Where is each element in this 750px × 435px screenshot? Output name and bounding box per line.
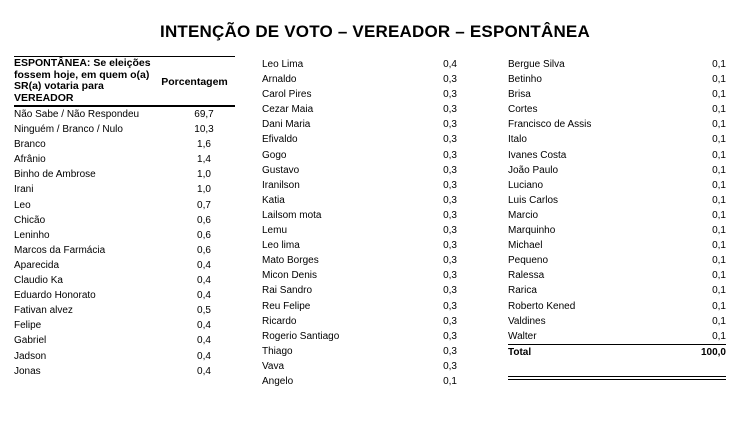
table-header [14,56,235,107]
table-row [508,193,726,208]
candidate-name: Fativan alvez [14,305,73,317]
candidate-percent: 0,1 [712,209,726,221]
candidate-percent: 0,6 [197,229,211,241]
table-row [262,148,457,163]
candidate-percent: 0,4 [197,350,211,362]
candidate-percent: 1,0 [197,184,211,196]
table-row [262,374,457,389]
table-row [262,132,457,147]
column-3-rows [508,57,726,344]
candidate-name: Valdines [508,315,546,327]
candidate-percent: 0,3 [443,74,457,86]
candidate-percent: 0,3 [443,300,457,312]
candidate-name: Italo [508,134,527,146]
candidate-name: Efivaldo [262,134,298,146]
candidate-percent: 0,3 [443,315,457,327]
candidate-percent: 0,3 [443,104,457,116]
candidate-name: Leo lima [262,240,300,252]
candidate-name: Irani [14,184,34,196]
candidate-name: Ninguém / Branco / Nulo [14,124,123,136]
candidate-name: Carol Pires [262,89,312,101]
bottom-rule [508,379,726,380]
table-row [262,208,457,223]
candidate-name: Rogerio Santiago [262,330,340,342]
candidate-percent: 0,3 [443,225,457,237]
candidate-percent: 0,4 [443,59,457,70]
candidate-percent: 0,4 [197,320,211,332]
candidate-percent: 0,1 [712,330,726,342]
candidate-name: Betinho [508,74,542,86]
table-row [14,243,235,258]
candidate-percent: 1,4 [197,154,211,166]
candidate-name: Gabriel [14,335,47,347]
candidate-name: Afrânio [14,154,46,166]
bottom-rule [508,376,726,377]
candidate-name: Jadson [14,350,47,362]
candidate-name: Katia [262,194,285,206]
candidate-percent: 0,1 [712,119,726,131]
table-row [508,87,726,102]
total-value: 100,0 [700,346,726,358]
table-row [508,132,726,147]
candidate-name: Eduardo Honorato [14,290,96,302]
candidate-name: Não Sabe / Não Respondeu [14,109,140,120]
table-row [14,137,235,152]
candidate-name: Brisa [508,89,531,101]
candidate-percent: 0,4 [197,335,211,347]
column-2-rows [262,57,457,389]
total-row [508,344,726,360]
candidate-name: Leninho [14,229,50,241]
candidate-name: Pequeno [508,255,549,267]
candidate-name: Binho de Ambrose [14,169,96,181]
table-row [262,223,457,238]
table-row [262,268,457,283]
candidate-percent: 0,1 [712,59,726,70]
table-row [508,283,726,298]
candidate-name: Micon Denis [262,270,318,282]
candidate-percent: 0,3 [443,345,457,357]
candidate-percent: 0,1 [712,240,726,252]
candidate-percent: 0,3 [443,134,457,146]
candidate-percent: 69,7 [194,109,214,120]
candidate-name: Ricardo [262,315,297,327]
candidate-name: Cortes [508,104,538,116]
table-row [262,238,457,253]
candidate-name: Marquinho [508,225,556,237]
table-row [14,152,235,167]
candidate-name: Roberto Kened [508,300,576,312]
table-row [14,318,235,333]
candidate-percent: 0,1 [712,89,726,101]
table-row [14,107,235,122]
table-row [508,238,726,253]
table-row [262,163,457,178]
candidate-percent: 0,1 [712,74,726,86]
candidate-percent: 0,1 [712,164,726,176]
table-row [508,72,726,87]
table-row [262,57,457,72]
table-row [262,117,457,132]
candidate-name: Michael [508,240,543,252]
table-row [262,283,457,298]
table-row [508,329,726,344]
candidate-percent: 0,3 [443,164,457,176]
candidate-name: Francisco de Assis [508,119,592,131]
candidate-percent: 0,3 [443,285,457,297]
candidate-name: Iranilson [262,179,300,191]
candidate-name: Jonas [14,365,41,377]
candidate-name: Reu Felipe [262,300,311,312]
candidate-percent: 0,3 [443,194,457,206]
table-row [508,314,726,329]
candidate-name: Lailsom mota [262,209,322,221]
candidate-name: Claudio Ka [14,275,63,287]
candidate-name: Luciano [508,179,544,191]
table-row [14,228,235,243]
candidate-percent: 0,1 [712,225,726,237]
candidate-name: Leo Lima [262,59,304,70]
candidate-percent: 0,1 [712,285,726,297]
candidate-name: João Paulo [508,164,559,176]
candidate-percent: 0,1 [712,300,726,312]
candidate-name: Ivanes Costa [508,149,567,161]
candidate-percent: 0,3 [443,360,457,372]
table-row [262,344,457,359]
candidate-percent: 0,1 [712,149,726,161]
candidate-percent: 0,3 [443,149,457,161]
candidate-percent: 0,1 [443,375,457,387]
candidate-name: Gogo [262,149,287,161]
candidate-percent: 0,4 [197,365,211,377]
total-label: Total [508,346,532,358]
table-row [262,72,457,87]
candidate-name: Rarica [508,285,537,297]
candidate-percent: 0,3 [443,240,457,252]
table-row [262,87,457,102]
table-row [508,163,726,178]
table-row [14,122,235,137]
candidate-name: Cezar Maia [262,104,314,116]
table-row [262,178,457,193]
table-row [508,178,726,193]
table-row [14,364,235,379]
table-row [508,253,726,268]
candidate-percent: 0,1 [712,134,726,146]
candidate-name: Vava [262,360,285,372]
table-row [14,288,235,303]
candidate-percent: 0,1 [712,194,726,206]
candidate-percent: 0,7 [197,199,211,211]
table-row [262,314,457,329]
results-column-1 [14,56,235,379]
table-row [508,299,726,314]
candidate-name: Felipe [14,320,42,332]
candidate-name: Chicão [14,214,46,226]
candidate-percent: 0,3 [443,255,457,267]
table-row [262,329,457,344]
candidate-percent: 0,1 [712,104,726,116]
table-row [508,57,726,72]
candidate-name: Mato Borges [262,255,319,267]
table-row [14,349,235,364]
table-row [262,359,457,374]
table-row [262,253,457,268]
candidate-name: Ralessa [508,270,545,282]
candidate-name: Gustavo [262,164,300,176]
percent-header: Porcentagem [161,76,228,88]
candidate-name: Bergue Silva [508,59,565,70]
candidate-percent: 0,1 [712,179,726,191]
candidate-percent: 10,3 [194,124,214,136]
table-row [14,213,235,228]
table-row [508,268,726,283]
candidate-name: Dani Maria [262,119,311,131]
candidate-percent: 0,6 [197,214,211,226]
candidate-percent: 0,4 [197,259,211,271]
candidate-name: Branco [14,139,46,151]
table-row [262,102,457,117]
candidate-percent: 0,4 [197,275,211,287]
candidate-percent: 0,3 [443,179,457,191]
candidate-name: Lemu [262,225,288,237]
table-row [14,303,235,318]
table-row [14,333,235,348]
candidate-name: Angelo [262,375,294,387]
candidate-percent: 0,3 [443,209,457,221]
table-row [14,273,235,288]
candidate-percent: 0,1 [712,270,726,282]
results-column-2 [262,57,457,389]
candidate-percent: 0,3 [443,330,457,342]
candidate-percent: 0,3 [443,270,457,282]
candidate-percent: 0,1 [712,255,726,267]
candidate-percent: 0,6 [197,244,211,256]
candidate-name: Rai Sandro [262,285,313,297]
candidate-percent: 0,3 [443,119,457,131]
candidate-percent: 0,1 [712,315,726,327]
table-row [14,167,235,182]
table-row [508,223,726,238]
candidate-name: Marcio [508,209,539,221]
candidate-percent: 1,6 [197,139,211,151]
table-row [508,208,726,223]
candidate-name: Arnaldo [262,74,297,86]
candidate-name: Leo [14,199,31,211]
table-row [14,182,235,197]
candidate-name: Luis Carlos [508,194,559,206]
candidate-name: Marcos da Farmácia [14,244,106,256]
results-column-3 [508,57,726,360]
candidate-percent: 1,0 [197,169,211,181]
table-row [508,117,726,132]
table-row [262,193,457,208]
candidate-percent: 0,3 [443,89,457,101]
candidate-percent: 0,5 [197,305,211,317]
table-row [14,258,235,273]
candidate-name: Walter [508,330,537,342]
table-row [508,102,726,117]
table-row [14,198,235,213]
table-row [508,148,726,163]
column-1-rows [14,107,235,379]
page-title: INTENÇÃO DE VOTO – VEREADOR – ESPONTÂNEA [160,22,590,41]
candidate-name: Thiago [262,345,293,357]
table-row [262,299,457,314]
candidate-percent: 0,4 [197,290,211,302]
candidate-name: Aparecida [14,259,60,271]
question-header: ESPONTÂNEA: Se eleições fossem hoje, em quem o(a) SR(a) votaria para VEREADOR [14,57,151,104]
